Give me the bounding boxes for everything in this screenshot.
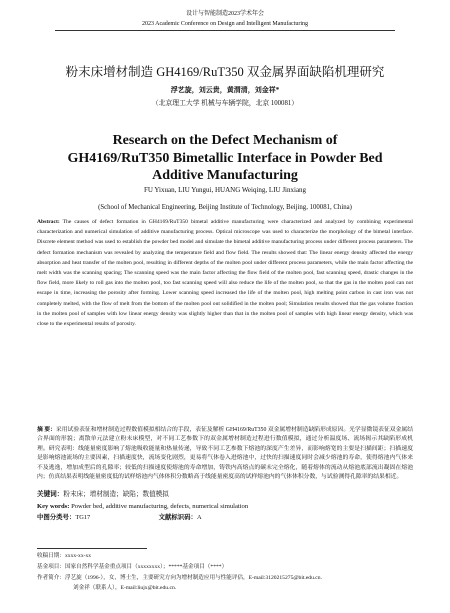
keywords-en xyxy=(37,502,413,511)
running-header-en: 2023 Academic Conference on Design and Intelligent Manufacturing xyxy=(141,21,309,27)
doc-code-label: 文献标识码： xyxy=(158,514,197,521)
abstract-cn-label: 摘 要： xyxy=(37,427,56,433)
keywords-cn xyxy=(37,490,413,499)
affiliation-en: (School of Mechanical Engineering, Beijing Institute of Technology, Beijing, 100081, China) xyxy=(98,204,352,211)
abstract-en xyxy=(37,217,413,329)
authors-cn: 浮艺旋，刘云贵，黄渭清，刘金祥* xyxy=(170,86,280,94)
abstract-en-label: Abstract: xyxy=(37,219,60,225)
abstract-en-text: The causes of defect formation in GH4169/RuT350 bimetal additive manufacturing were characterized and analyzed by combining experimental characterization and numerical simulation of additive manufacturing process. Optical microscope was used to characterize the morphology of the bimetal interface. Discrete element method was used to establish the powder bed model and simulate the bimetal additive manufacturing process under different process parameters. The defect formation mechanism was revealed by analyzing the temperature field and flow field. The results showed that: The linear energy density affected the energy absorption and heat transfer of the molten pool, resulting in different depths of the molten pool under different process parameters, while the main factor affecting the melt width was the scanning spacing; The scanning speed was the main factor affecting the flow field of the molten pool, fast scanning speed, drastic changes in the flow field, more likely to roll gas into the molten pool, too fast scanning speed will also reduce the life of the molten pool, so that the gas in the molten pool can not escape in time, increasing the porosity after forming. Lower scanning speed increased the life of the molten pool, high melting point carbon in cast iron was not completely melted, with the flow of melt from the bottom of the molten pool out solidified in the molten pool; Simulation results showed that the gas volume fraction in the molten pool of samples with low linear energy density was slightly higher than that in the molten pool of samples with high linear energy density, which was close to the experimental results of porosity. xyxy=(37,219,413,328)
footnote-received: 收稿日期：xxxx-xx-xx xyxy=(37,553,92,559)
footnote-rule xyxy=(37,548,147,549)
header-rule xyxy=(55,30,395,31)
title-en-line1: Research on the Defect Mechanism of xyxy=(112,133,338,148)
title-en-line2: GH4169/RuT350 Bimetallic Interface in Powder Bed xyxy=(67,150,383,166)
title-en xyxy=(0,132,450,185)
authors-en: FU Yixuan, LIU Yungui, HUANG Weiqing, LIU Jinxiang xyxy=(143,186,307,194)
running-header-cn: 设计与智能制造2023学术年会 xyxy=(185,11,264,17)
clc-label: 中图分类号： xyxy=(37,514,76,521)
clc-value: TG17 xyxy=(75,514,91,521)
classification-line xyxy=(37,513,413,522)
footnote-funding: 基金项目：国家自然科学基金重点项目（xxxxxxxx）；*****基金项目（****） xyxy=(37,564,228,570)
abstract-cn-text: 采用试验表征和增材制造过程数值模拟相结合的手段，表征及解析 GH4169/RuT350 双金属增材制造缺陷形成原因。光学显微镜表征双金属结合界面的形貌；离散单元法建立粉末床模型，对不同工艺参数下的双金属增材制造过程进行数值模拟，通过分析温度场、流场揭示其缺陷形成机理。研究表明：线能量密度影响了熔池吸收能量和热量传递，导致不同工艺参数下熔池的深度产生差异，而影响熔宽的主要是扫描间距；扫描速度是影响熔池流场的主要因素，扫描速度快，流场变化剧烈，更易将气体卷入进熔池中，过快的扫描速度同时会减少熔池的寿命，使得熔池内气体来不及逃逸，增加成型后的孔隙率；较低的扫描速度使熔池的寿命增加，铸铁内高熔点的碳未完全熔化，随着熔体的流动从熔池底部流出凝固在熔池内；仿真结果表明线能量密度低的试样熔池内气体体积分数略高于线能量密度高的试样熔池内的气体体积分数，与试验测得孔隙率的结果相近。 xyxy=(37,427,413,481)
footnote-author-bio: 作者简介：浮艺旋（1996-），女，博士生，主要研究方向为增材制造应用与性能评估，E-mail:3120215275@bit.edu.cn. xyxy=(37,575,322,581)
doc-code-value: A xyxy=(196,514,202,521)
title-cn: 粉末床增材制造 GH4169/RuT350 双金属界面缺陷机理研究 xyxy=(65,65,385,79)
keywords-en-text: Powder bed, additive manufacturing, defects, numerical simulation xyxy=(71,503,249,510)
abstract-cn xyxy=(37,426,413,482)
keywords-en-label: Key words: xyxy=(37,503,70,510)
footnote-contact: 刘金祥（联系人），E-mail:liujx@bit.edu.cn. xyxy=(73,585,177,591)
keywords-cn-label: 关键词： xyxy=(37,491,64,498)
affiliation-cn: （北京理工大学 机械与车辆学院，北京 100081） xyxy=(151,100,299,107)
keywords-cn-text: 粉末床；增材制造；缺陷；数值模拟 xyxy=(63,491,169,498)
title-en-line3: Additive Manufacturing xyxy=(152,168,298,183)
